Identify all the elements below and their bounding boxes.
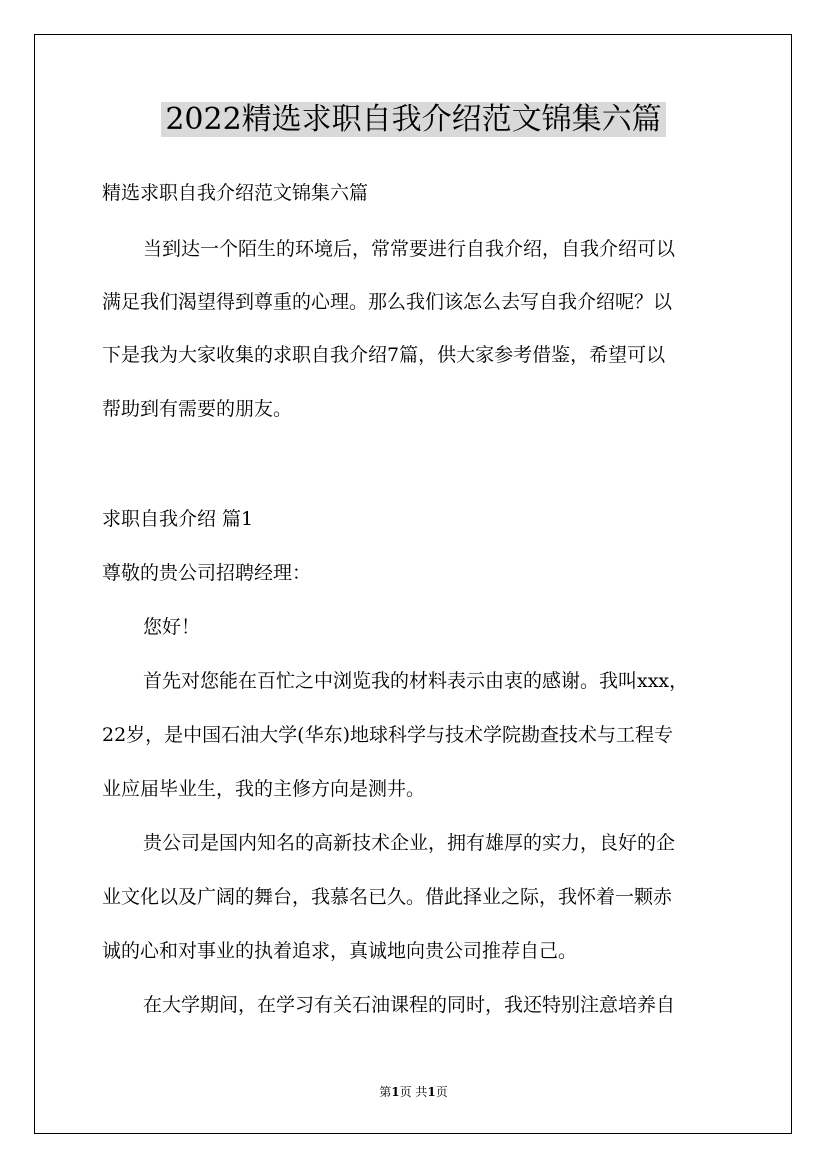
- document-subtitle: 精选求职自我介绍范文锦集六篇: [102, 182, 369, 204]
- salutation: 尊敬的贵公司招聘经理：: [102, 562, 312, 584]
- section-heading: 求职自我介绍 篇1: [102, 508, 254, 530]
- paragraph-line: 业文化以及广阔的舞台，我慕名已久。借此择业之际，我怀着一颗赤: [102, 886, 673, 908]
- intro-line: 下是我为大家收集的求职自我介绍7篇，供大家参考借鉴，希望可以: [102, 344, 666, 366]
- paragraph-line: 首先对您能在百忙之中浏览我的材料表示由衷的感谢。我叫xxx，: [143, 670, 689, 692]
- paragraph-line: 贵公司是国内知名的高新技术企业，拥有雄厚的实力，良好的企: [143, 832, 676, 854]
- paragraph-line: 22岁，是中国石油大学(华东)地球科学与技术学院勘查技术与工程专: [102, 724, 674, 746]
- intro-line: 帮助到有需要的朋友。: [102, 398, 293, 420]
- greeting: 您好！: [143, 616, 201, 638]
- page-footer: 第1页 共1页: [379, 1085, 448, 1099]
- paragraph-line: 在大学期间，在学习有关石油课程的同时，我还特别注意培养自: [143, 994, 676, 1016]
- intro-line: 当到达一个陌生的环境后，常常要进行自我介绍，自我介绍可以: [143, 238, 676, 260]
- intro-line: 满足我们渴望得到尊重的心理。那么我们该怎么去写自我介绍呢？以: [102, 291, 673, 313]
- paragraph-line: 诚的心和对事业的执着追求，真诚地向贵公司推荐自己。: [102, 940, 578, 962]
- document-title: 2022精选求职自我介绍范文锦集六篇: [0, 96, 827, 144]
- paragraph-line: 业应届毕业生，我的主修方向是测井。: [102, 778, 426, 800]
